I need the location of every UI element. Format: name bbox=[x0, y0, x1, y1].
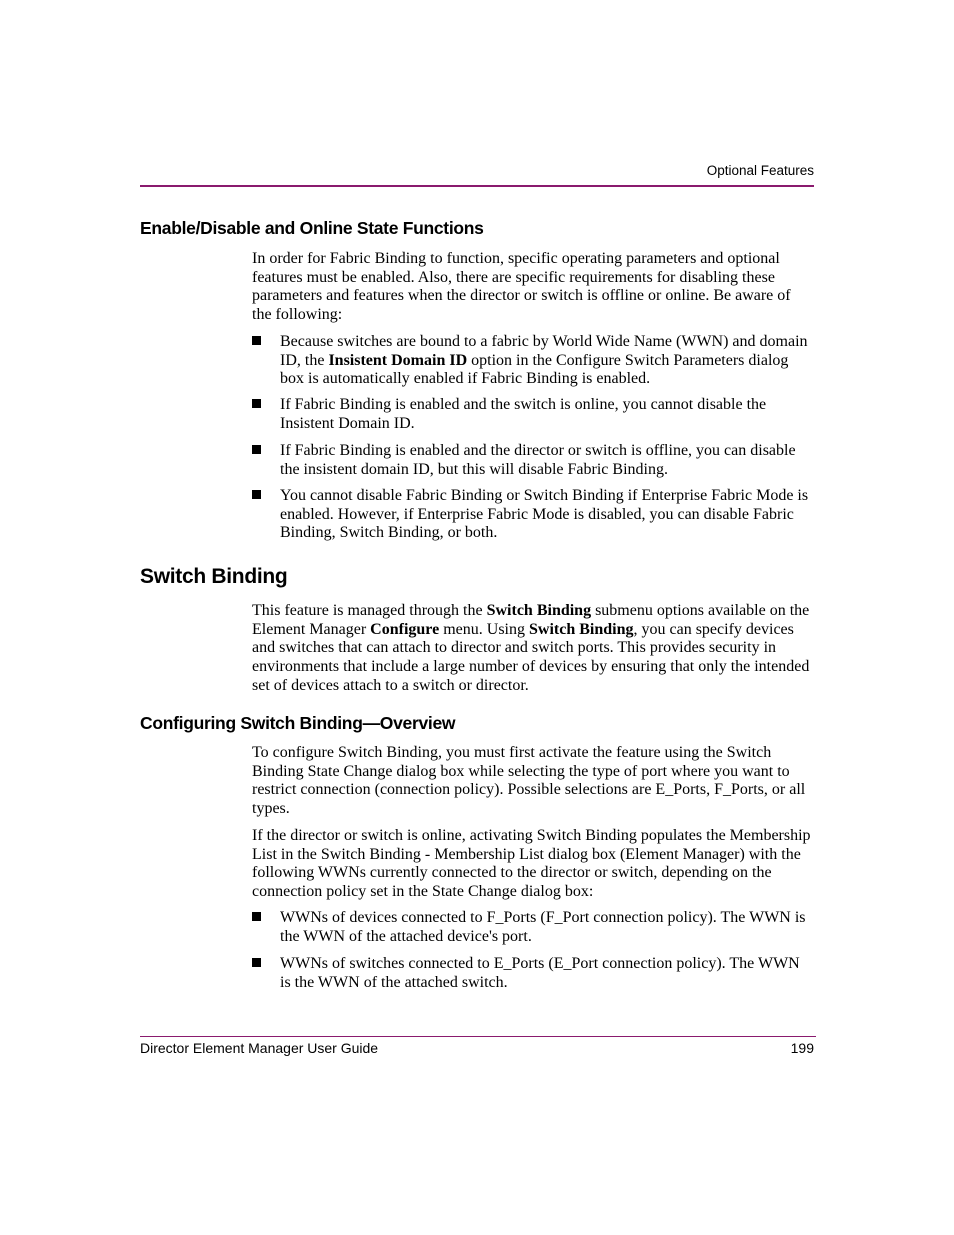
running-header: Optional Features bbox=[706, 163, 814, 178]
paragraph-enable-intro: In order for Fabric Binding to function, specific operating parameters and optional features must be enabled. Also, there are specific requirements for disabling these parameters and features when the director or switch is offline or online. Be aware of the following: bbox=[252, 250, 791, 324]
bullet-icon bbox=[252, 336, 261, 345]
list-item: WWNs of switches connected to E_Ports (E_Port connection policy). The WWN is the WWN of the attached switch. bbox=[252, 955, 814, 992]
bullet-icon bbox=[252, 399, 261, 408]
header-rule bbox=[140, 185, 814, 187]
list-item: WWNs of devices connected to F_Ports (F_Port connection policy). The WWN is the WWN of the attached device's port. bbox=[252, 909, 814, 946]
bullet-icon bbox=[252, 445, 261, 454]
footer-rule bbox=[140, 1036, 816, 1037]
list-item: You cannot disable Fabric Binding or Switch Binding if Enterprise Fabric Mode is enabled. However, if Enterprise Fabric Mode is disabled, you can disable Fabric Binding, Switch Binding, or both. bbox=[252, 487, 814, 543]
bullet-icon bbox=[252, 958, 261, 967]
list-item: If Fabric Binding is enabled and the switch is online, you cannot disable the Insistent Domain ID. bbox=[252, 396, 814, 433]
heading-configuring-overview: Configuring Switch Binding—Overview bbox=[140, 713, 456, 733]
paragraph-membership-list: If the director or switch is online, activating Switch Binding populates the Membership List in the Switch Binding - Membership List dialog box (Element Manager) with the following WWNs currently connected to the director or switch, depending on the connection policy set in the State Change dialog box: bbox=[252, 827, 811, 901]
list-item: Because switches are bound to a fabric by World Wide Name (WWN) and domain ID, the Insistent Domain ID option in the Configure Switch Parameters dialog box is automatically enabled if Fabric Binding is enabled. bbox=[252, 333, 814, 389]
page-number: 199 bbox=[790, 1040, 814, 1056]
paragraph-switch-binding: This feature is managed through the Switch Binding submenu options available on the Element Manager Configure menu. Using Switch Binding, you can specify devices and switches that can attach to director and switch ports. This provides security in environments that include a large number of devices by ensuring that only the intended set of devices attach to a switch or director. bbox=[252, 602, 810, 694]
bullet-icon bbox=[252, 912, 261, 921]
heading-switch-binding: Switch Binding bbox=[140, 565, 288, 588]
list-item: If Fabric Binding is enabled and the director or switch is offline, you can disable the insistent domain ID, but this will disable Fabric Binding. bbox=[252, 442, 814, 479]
bullet-icon bbox=[252, 490, 261, 499]
paragraph-configure-intro: To configure Switch Binding, you must first activate the feature using the Switch Binding State Change dialog box while selecting the type of port where you want to restrict connection (connection policy). Possible selections are E_Ports, F_Ports, or all types. bbox=[252, 744, 806, 818]
heading-enable-disable: Enable/Disable and Online State Functions bbox=[140, 218, 484, 238]
footer-title: Director Element Manager User Guide bbox=[140, 1040, 379, 1056]
